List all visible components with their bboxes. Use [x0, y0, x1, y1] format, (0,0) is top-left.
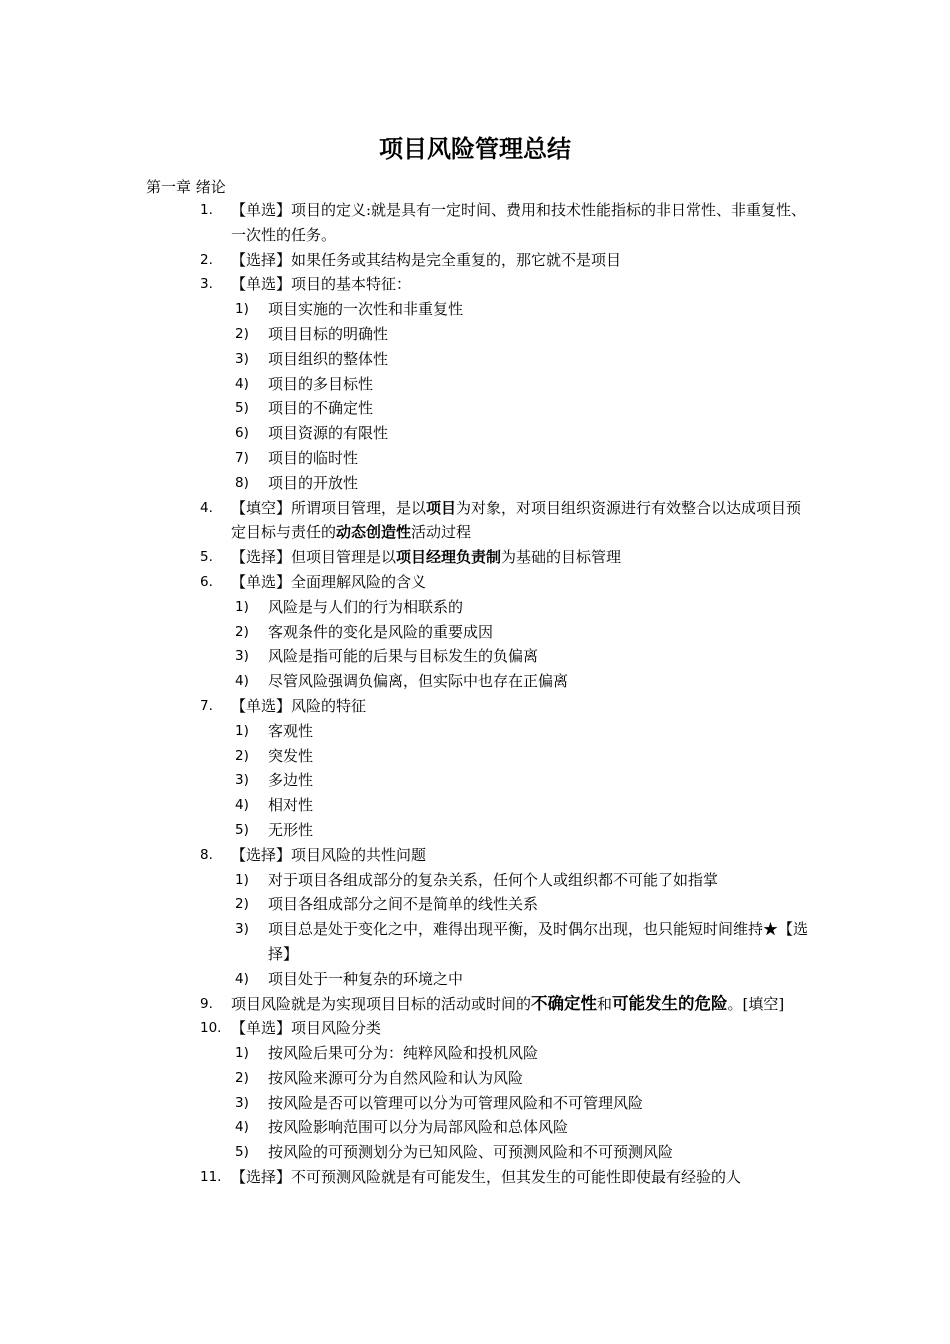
item-number: 3. [200, 276, 213, 293]
item-text: 项目的不确定性 [268, 399, 374, 418]
item-text: 【单选】风险的特征 [231, 696, 367, 715]
sub-list-item [0, 892, 950, 917]
list-item [0, 992, 950, 1017]
sub-list-item [0, 421, 950, 446]
list-item [0, 248, 950, 273]
sub-list-item [0, 1091, 950, 1116]
item-text: 风险是与人们的行为相联系的 [268, 597, 464, 616]
sub-list-item [0, 644, 950, 669]
sub-list-item [0, 744, 950, 769]
item-text: 【单选】项目风险分类 [231, 1019, 382, 1038]
list-item [0, 272, 950, 297]
item-number: 5) [235, 1144, 249, 1161]
sub-list-item [0, 347, 950, 372]
item-text: 【单选】全面理解风险的含义 [231, 572, 427, 591]
item-number: 1) [235, 598, 249, 615]
item-text: 按风险后果可分为：纯粹风险和投机风险 [268, 1044, 539, 1063]
list-item [0, 1165, 950, 1190]
item-text: 按风险的可预测划分为已知风险、可预测风险和不可预测风险 [268, 1143, 674, 1162]
item-number: 6) [235, 425, 249, 442]
item-text: 项目总是处于变化之中，难得出现平衡，及时偶尔出现，也只能短时间维持★【选择】 [268, 920, 809, 963]
item-text: 对于项目各组成部分的复杂关系，任何个人或组织都不可能了如指掌 [268, 870, 719, 889]
item-number: 10. [200, 1020, 222, 1037]
item-text: 无形性 [268, 820, 314, 839]
item-number: 3) [235, 350, 249, 367]
item-number: 7) [235, 449, 249, 466]
item-number: 3) [235, 921, 249, 938]
item-number: 5. [200, 549, 213, 566]
item-number: 8) [235, 474, 249, 491]
item-text: 项目各组成部分之间不是简单的线性关系 [268, 895, 539, 914]
item-number: 3) [235, 1094, 249, 1111]
text-segment: 项目风险就是为实现项目目标的活动或时间的 [231, 994, 532, 1013]
item-text [231, 992, 809, 1017]
chapter-heading: 第一章 绪论 [146, 178, 226, 196]
item-text [231, 545, 809, 570]
item-number: 8. [200, 846, 213, 863]
item-number: 2) [235, 623, 249, 640]
item-number: 2) [235, 1069, 249, 1086]
item-number: 11. [200, 1169, 222, 1186]
list-item [0, 1016, 950, 1041]
sub-list-item [0, 768, 950, 793]
text-segment: 为基础的目标管理 [501, 548, 622, 567]
sub-list-item [0, 719, 950, 744]
list-item [0, 496, 950, 546]
item-text: 多边性 [268, 771, 314, 790]
item-text [231, 496, 809, 546]
item-number: 6. [200, 573, 213, 590]
text-segment: 【选择】但项目管理是以 [231, 548, 397, 567]
item-text: 【选择】项目风险的共性问题 [231, 845, 427, 864]
item-text: 按风险影响范围可以分为局部风险和总体风险 [268, 1118, 569, 1137]
item-number: 3) [235, 772, 249, 789]
item-number: 7. [200, 697, 213, 714]
list-item [0, 198, 950, 248]
sub-list-item [0, 1140, 950, 1165]
page-title: 项目风险管理总结 [379, 135, 571, 163]
item-number: 4) [235, 673, 249, 690]
bold-term: 项目经理负责制 [396, 548, 502, 567]
bold-term: 项目 [426, 498, 457, 517]
bold-term: 不确定性 [531, 993, 598, 1013]
list-item [0, 545, 950, 570]
item-text: 尽管风险强调负偏离，但实际中也存在正偏离 [268, 672, 569, 691]
item-number: 4) [235, 797, 249, 814]
sub-list-item [0, 446, 950, 471]
sub-list-item [0, 1041, 950, 1066]
sub-list-item [0, 1115, 950, 1140]
sub-list-item [0, 595, 950, 620]
item-number: 9. [200, 995, 213, 1012]
sub-list-item [0, 297, 950, 322]
item-number: 2. [200, 251, 213, 268]
sub-list-item [0, 917, 950, 967]
bold-term: 可能发生的危险 [612, 993, 728, 1013]
item-number: 1) [235, 871, 249, 888]
item-text: 【单选】项目的定义:就是具有一定时间、费用和技术性能指标的非日常性、非重复性、一次性的任务。 [231, 201, 807, 244]
item-number: 4. [200, 499, 213, 516]
item-text: 风险是指可能的后果与目标发生的负偏离 [268, 647, 539, 666]
item-number: 4) [235, 375, 249, 392]
item-number: 1) [235, 301, 249, 318]
text-segment: 【填空】所谓项目管理，是以 [231, 498, 427, 517]
item-number: 3) [235, 648, 249, 665]
item-number: 2) [235, 325, 249, 342]
sub-list-item [0, 372, 950, 397]
item-text: 项目的临时性 [268, 448, 359, 467]
item-text: 突发性 [268, 746, 314, 765]
list-item [0, 843, 950, 868]
item-text: 项目组织的整体性 [268, 349, 389, 368]
item-number: 5) [235, 400, 249, 417]
item-list [0, 198, 950, 1190]
item-number: 1) [235, 1045, 249, 1062]
item-number: 1. [200, 202, 213, 218]
item-text: 客观条件的变化是风险的重要成因 [268, 622, 494, 641]
sub-list-item [0, 793, 950, 818]
sub-list-item [0, 868, 950, 893]
item-number: 5) [235, 821, 249, 838]
item-number: 4) [235, 970, 249, 987]
item-text: 项目的多目标性 [268, 374, 374, 393]
text-segment: 为对象，对项目组织资源进行有效整合以达成项目预定目标与责任的 [231, 498, 802, 542]
item-text: 按风险是否可以管理可以分为可管理风险和不可管理风险 [268, 1093, 644, 1112]
item-number: 2) [235, 747, 249, 764]
item-text: 相对性 [268, 796, 314, 815]
text-segment: 。[填空] [727, 994, 785, 1013]
sub-list-item [0, 322, 950, 347]
item-text: 【单选】项目的基本特征： [231, 275, 412, 294]
sub-list-item [0, 1066, 950, 1091]
item-text: 项目资源的有限性 [268, 424, 389, 443]
item-text: 按风险来源可分为自然风险和认为风险 [268, 1068, 524, 1087]
list-item [0, 694, 950, 719]
item-number: 1) [235, 722, 249, 739]
item-text: 项目的开放性 [268, 473, 359, 492]
text-segment: 和 [597, 994, 613, 1013]
list-item [0, 570, 950, 595]
sub-list-item [0, 669, 950, 694]
item-number: 2) [235, 896, 249, 913]
item-text: 项目实施的一次性和非重复性 [268, 300, 464, 319]
sub-list-item [0, 967, 950, 992]
sub-list-item [0, 396, 950, 421]
text-segment: 活动过程 [411, 523, 472, 542]
bold-term: 动态创造性 [336, 523, 412, 542]
sub-list-item [0, 620, 950, 645]
item-text: 项目处于一种复杂的环境之中 [268, 969, 464, 988]
item-text: 【选择】不可预测风险就是有可能发生，但其发生的可能性即使最有经验的人 [231, 1168, 742, 1187]
sub-list-item [0, 471, 950, 496]
item-text: 项目目标的明确性 [268, 324, 389, 343]
item-text: 客观性 [268, 721, 314, 740]
sub-list-item [0, 818, 950, 843]
item-text: 【选择】如果任务或其结构是完全重复的，那它就不是项目 [231, 250, 622, 269]
item-number: 4) [235, 1119, 249, 1136]
